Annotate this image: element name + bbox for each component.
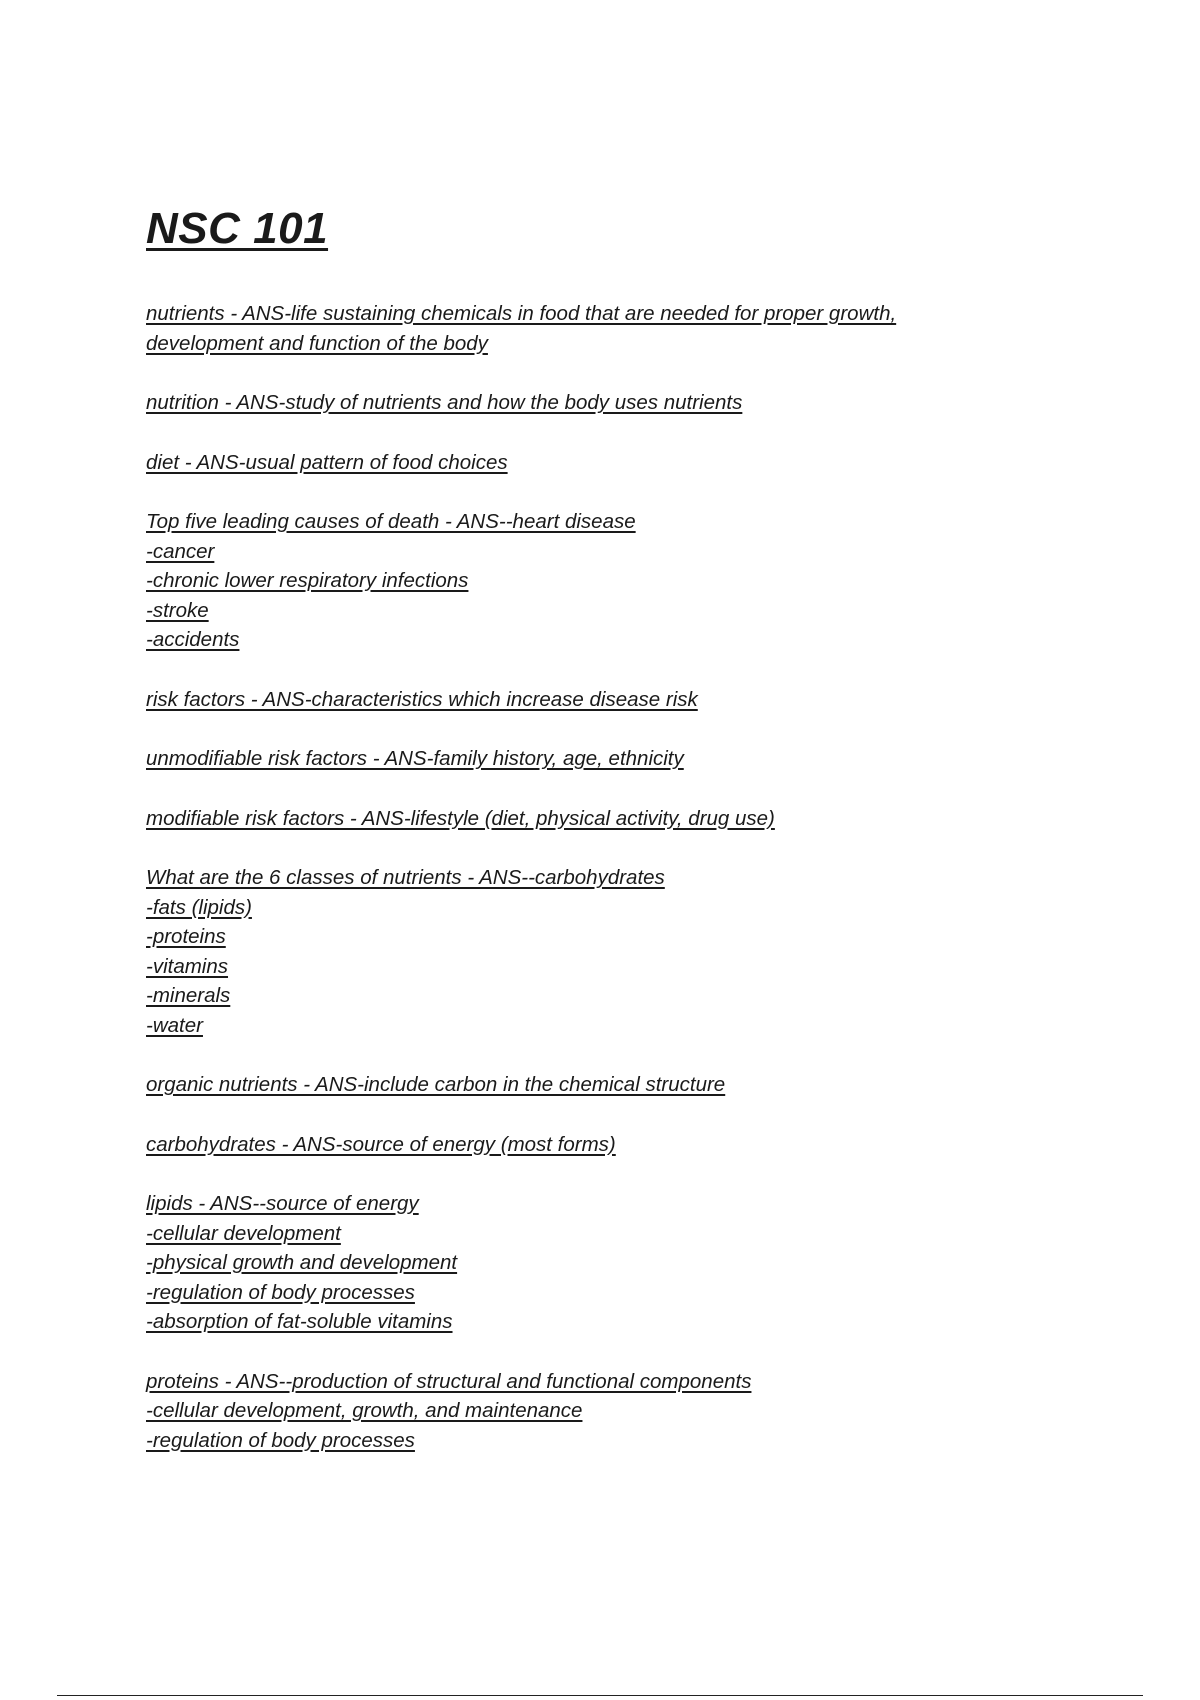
- flashcard-term-line: [146, 1189, 1046, 1219]
- flashcard-entry: [146, 299, 1046, 358]
- flashcard-answer-line: [146, 537, 1046, 567]
- flashcard-entry: [146, 388, 1046, 418]
- flashcard-term-line: [146, 1070, 1046, 1100]
- flashcard-text: -cancer: [146, 539, 215, 563]
- flashcard-term-line: [146, 685, 1046, 715]
- flashcard-text: -minerals: [146, 984, 231, 1007]
- flashcard-answer-line: [146, 566, 1046, 596]
- flashcard-text: -regulation of body processes: [146, 1280, 415, 1304]
- flashcard-entry: [146, 1130, 1046, 1160]
- flashcard-list: [146, 299, 1046, 1485]
- flashcard-answer-line: [146, 922, 1046, 952]
- flashcard-answer-line: [146, 1396, 1046, 1426]
- flashcard-text: -vitamins: [146, 954, 229, 978]
- flashcard-entry: [146, 744, 1046, 774]
- flashcard-answer-line: [146, 1248, 1046, 1278]
- flashcard-text: nutrients - ANS-life sustaining chemicals in food that are needed for proper growth,: [146, 302, 897, 325]
- flashcard-entry: [146, 1070, 1046, 1100]
- flashcard-term-line: [146, 863, 1046, 893]
- flashcard-text: -proteins: [146, 925, 226, 948]
- flashcard-answer-line: [146, 1426, 1046, 1456]
- flashcard-text: -accidents: [146, 628, 240, 651]
- flashcard-answer-line: [146, 893, 1046, 923]
- flashcard-entry: [146, 804, 1046, 834]
- flashcard-answer-line: [146, 1011, 1046, 1041]
- flashcard-text: risk factors - ANS-characteristics which increase disease risk: [146, 687, 698, 711]
- flashcard-text: -absorption of fat-soluble vitamins: [146, 1310, 453, 1333]
- flashcard-text: unmodifiable risk factors - ANS-family history, age, ethnicity: [146, 747, 684, 770]
- flashcard-text: Top five leading causes of death - ANS--heart disease: [146, 510, 636, 533]
- flashcard-answer-line: [146, 625, 1046, 655]
- flashcard-text: nutrition - ANS-study of nutrients and how the body uses nutrients: [146, 391, 743, 414]
- flashcard-entry: [146, 685, 1046, 715]
- flashcard-text: -water: [146, 1013, 203, 1037]
- flashcard-answer-line: [146, 1219, 1046, 1249]
- flashcard-entry: [146, 1189, 1046, 1337]
- flashcard-text: -regulation of body processes: [146, 1428, 415, 1452]
- flashcard-entry: [146, 448, 1046, 478]
- flashcard-answer-line: [146, 952, 1046, 982]
- flashcard-answer-line: [146, 596, 1046, 626]
- document-title: NSC 101: [146, 204, 329, 253]
- flashcard-text: What are the 6 classes of nutrients - ANS--carbohydrates: [146, 866, 665, 889]
- flashcard-text: carbohydrates - ANS-source of energy (most forms): [146, 1132, 616, 1156]
- flashcard-text: proteins - ANS--production of structural and functional components: [146, 1369, 752, 1393]
- flashcard-term-line: [146, 1367, 1046, 1397]
- flashcard-answer-line: [146, 1307, 1046, 1337]
- flashcard-term-line: [146, 804, 1046, 834]
- flashcard-text: development and function of the body: [146, 331, 488, 355]
- flashcard-answer-line: [146, 1278, 1046, 1308]
- flashcard-text: -fats (lipids): [146, 895, 252, 919]
- flashcard-term-line: [146, 299, 1046, 329]
- flashcard-entry: [146, 1367, 1046, 1456]
- flashcard-answer-line: [146, 981, 1046, 1011]
- footer-divider: [57, 1695, 1143, 1696]
- flashcard-text: -cellular development: [146, 1221, 341, 1245]
- flashcard-text: -stroke: [146, 598, 209, 622]
- flashcard-answer-line: [146, 329, 1046, 359]
- flashcard-term-line: [146, 1130, 1046, 1160]
- flashcard-entry: [146, 863, 1046, 1040]
- flashcard-term-line: [146, 388, 1046, 418]
- flashcard-text: lipids - ANS--source of energy: [146, 1192, 419, 1215]
- flashcard-term-line: [146, 507, 1046, 537]
- flashcard-text: -chronic lower respiratory infections: [146, 569, 469, 592]
- flashcard-text: organic nutrients - ANS-include carbon in the chemical structure: [146, 1073, 726, 1096]
- flashcard-text: -physical growth and development: [146, 1251, 458, 1274]
- flashcard-text: -cellular development, growth, and maintenance: [146, 1399, 583, 1422]
- flashcard-term-line: [146, 744, 1046, 774]
- flashcard-term-line: [146, 448, 1046, 478]
- flashcard-text: diet - ANS-usual pattern of food choices: [146, 450, 508, 474]
- flashcard-text: modifiable risk factors - ANS-lifestyle (diet, physical activity, drug use): [146, 806, 775, 830]
- flashcard-entry: [146, 507, 1046, 655]
